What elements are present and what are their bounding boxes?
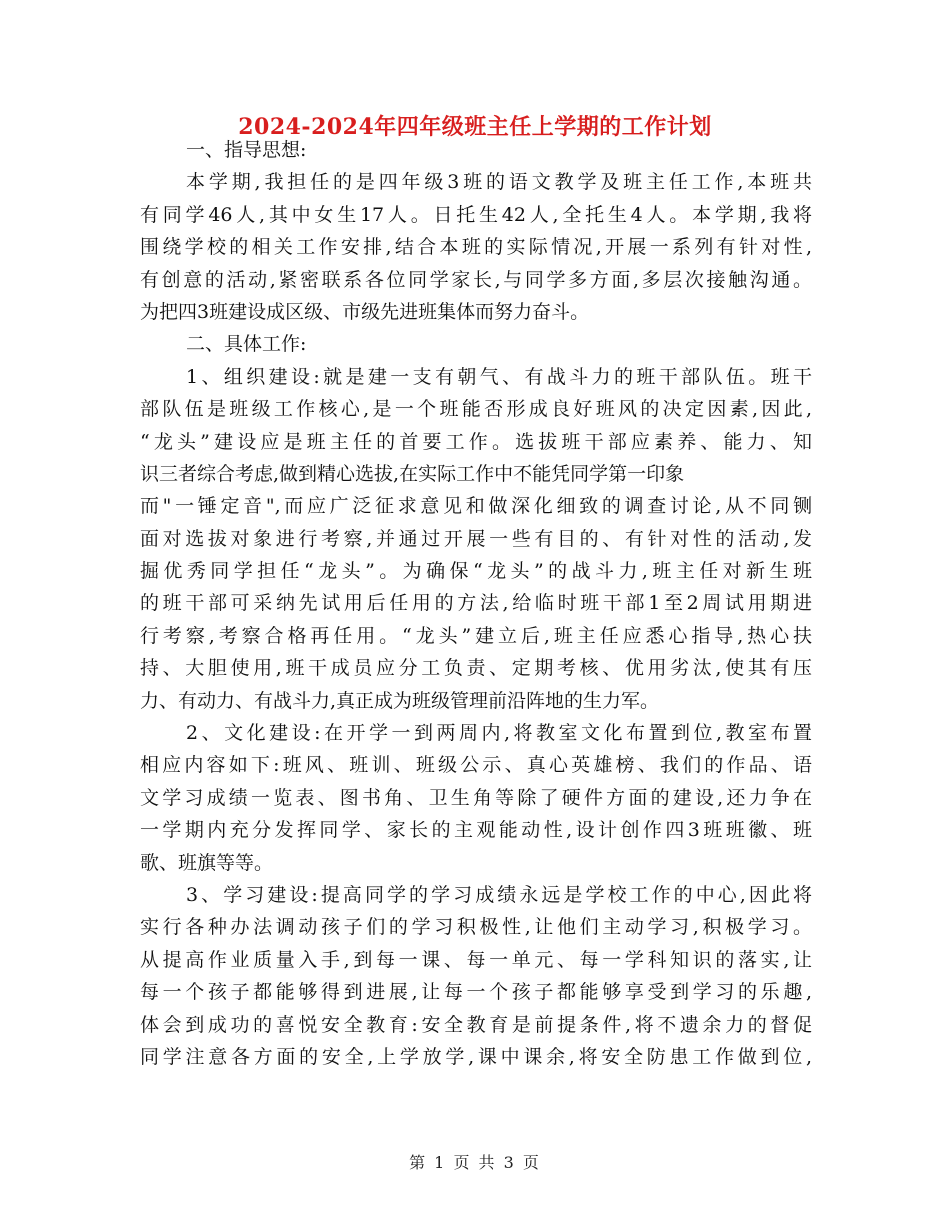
text-line: 持、大胆使用,班干成员应分工负责、定期考核、优用劣汰,使其有压 [140,657,812,680]
text-line: 部队伍是班级工作核心,是一个班能否形成良好班风的决定因素,因此, [140,398,812,421]
text-line: 围绕学校的相关工作安排,结合本班的实际情况,开展一系列有针对性, [140,236,812,259]
text-line: 相应内容如下:班风、班训、班级公示、真心英雄榜、我们的作品、语 [140,754,812,777]
text-line: “龙头”建设应是班主任的首要工作。选拔班干部应素养、能力、知 [140,430,812,453]
text-line: 的班干部可采纳先试用后任用的方法,给临时班干部1至2周试用期进 [140,592,812,615]
text-line: 文学习成绩一览表、图书角、卫生角等除了硬件方面的建设,还力争在 [140,786,812,809]
text-line: 而"一锤定音",而应广泛征求意见和做深化细致的调查讨论,从不同铡 [140,495,812,518]
text-line: 识三者综合考虑,做到精心选拔,在实际工作中不能凭同学第一印象 [140,462,685,485]
text-line: 从提高作业质量入手,到每一课、每一单元、每一学科知识的落实,让 [140,948,812,971]
text-line: 有同学46人,其中女生17人。日托生42人,全托生4人。本学期,我将 [140,203,812,226]
text-line: 歌、班旗等等。 [140,851,274,874]
text-line: 3、学习建设:提高同学的学习成绩永远是学校工作的中心,因此将 [186,883,812,906]
text-line: 2、文化建设:在开学一到两周内,将教室文化布置到位,教室布置 [186,722,812,745]
text-line: 一学期内充分发挥同学、家长的主观能动性,设计创作四3班班徽、班 [140,819,812,842]
document-title: 2024-2024年四年级班主任上学期的工作计划 [238,114,712,140]
text-line: 同学注意各方面的安全,上学放学,课中课余,将安全防患工作做到位, [140,1045,812,1068]
text-line: 体会到成功的喜悦安全教育:安全教育是前提条件,将不遗余力的督促 [140,1013,812,1036]
text-line: 一、指导思想: [186,139,307,161]
text-line: 二、具体工作: [186,333,307,356]
text-line: 掘优秀同学担任“龙头”。为确保“龙头”的战斗力,班主任对新生班 [140,560,812,583]
document-body [140,134,812,1073]
text-line: 面对选拔对象进行考察,并通过开展一些有目的、有针对性的活动,发 [140,527,812,550]
text-line: 每一个孩子都能够得到进展,让每一个孩子都能够享受到学习的乐趣, [140,981,812,1004]
text-line: 1、组织建设:就是建一支有朝气、有战斗力的班干部队伍。班干 [186,365,812,388]
page-footer: 第 1 页 共 3 页 [409,1153,541,1172]
text-line: 行考察,考察合格再任用。“龙头”建立后,班主任应悉心指导,热心扶 [140,624,812,647]
text-line: 为把四3班建设成区级、市级先进班集体而努力奋斗。 [140,300,590,323]
text-line: 力、有动力、有战斗力,真正成为班级管理前沿阵地的生力军。 [140,689,660,712]
text-line: 有创意的活动,紧密联系各位同学家长,与同学多方面,多层次接触沟通。 [140,268,812,291]
text-line: 本学期,我担任的是四年级3班的语文教学及班主任工作,本班共 [186,171,812,194]
text-line: 实行各种办法调动孩子们的学习积极性,让他们主动学习,积极学习。 [140,916,812,939]
